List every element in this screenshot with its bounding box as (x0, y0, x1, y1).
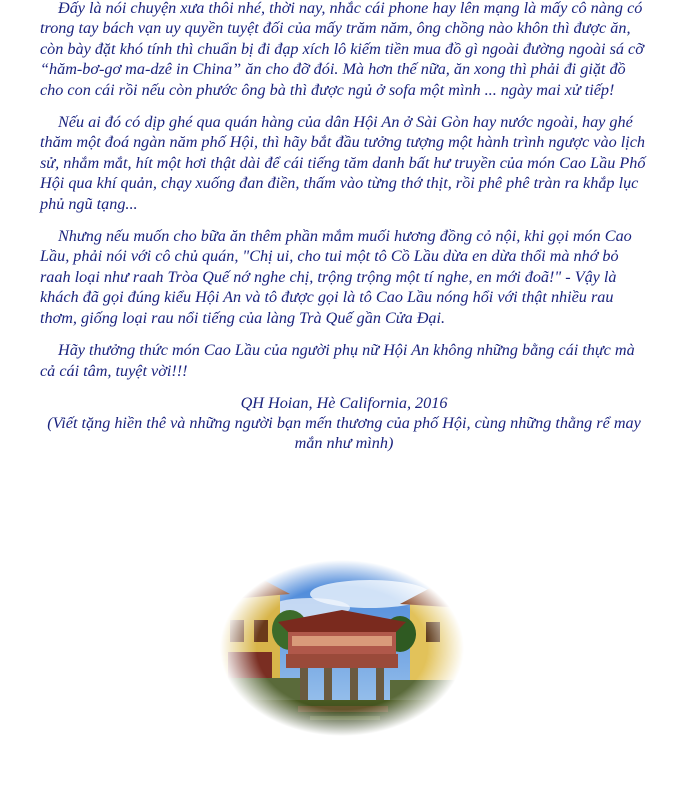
paragraph-1: Đấy là nói chuyện xưa thôi nhé, thời nay, nhắc cái phone hay lên mạng là mấy cô nàng có trong tay bách vạn uy quyền tuyệt đối của mấy trăm năm, ông chồng nào khôn thì được ăn, còn bày đặt khó tính thì chuẩn bị đi đạp xích lô kiếm tiền mua đồ gì ngoài đường ngoài sá cỡ “hăm-bơ-gơ ma-dzê in China” ăn cho đỡ đói. Mà hơn thế nữa, ăn xong thì phải đi giặt đồ cho con cái rồi nếu còn phước ông bà thì được ngủ ở sofa một mình ... ngày mai xử tiếp! (40, 0, 644, 99)
dedication-line: (Viết tặng hiền thê và những người bạn mến thương của phố Hội, cùng những thằng rể may mắn như mình) (47, 413, 641, 452)
bridge-photo-image (220, 560, 464, 736)
author-line: QH Hoian, Hè California, 2016 (240, 393, 448, 412)
paragraph-4: Hãy thưởng thức món Cao Lầu của người phụ nữ Hội An không những bằng cái thực mà cả cái tâm, tuyệt vời!!! (40, 341, 635, 380)
japanese-bridge-photo (220, 560, 464, 736)
paragraph-3: Nhưng nếu muốn cho bữa ăn thêm phần mắm muối hương đồng cỏ nội, khi gọi món Cao Lầu, phải nói với cô chủ quán, "Chị ui, cho tui một tô Cồ Lầu dừa en dừa thổi mà nhớ bỏ raah loại như raah Tròa Quế nớ nghe chị, trộng trộng một tí nghe, en mới đoã!" - Vậy là khách đã gọi đúng kiểu Hội An và tô được gọi là tô Cao Lầu nóng hổi với thật nhiều rau thơm, giống loại rau nổi tiếng của làng Trà Quế gần Cửa Đại. (40, 227, 632, 327)
signature-block (40, 393, 648, 453)
paragraph-2: Nếu ai đó có dịp ghé qua quán hàng của dân Hội An ở Sài Gòn hay nước ngoài, hay ghé thăm một đoá ngàn năm phố Hội, thì hãy bắt đầu tưởng tượng một hành trình ngược vào lịch sử, nhắm mắt, hít một hơi thật dài để cái tiếng tăm danh bất hư truyền của món Cao Lầu Phố Hội qua khí quản, chạy xuống đan điền, thấm vào từng thớ thịt, rồi phê phê tràn ra khắp lục phủ ngũ tạng... (40, 113, 646, 213)
